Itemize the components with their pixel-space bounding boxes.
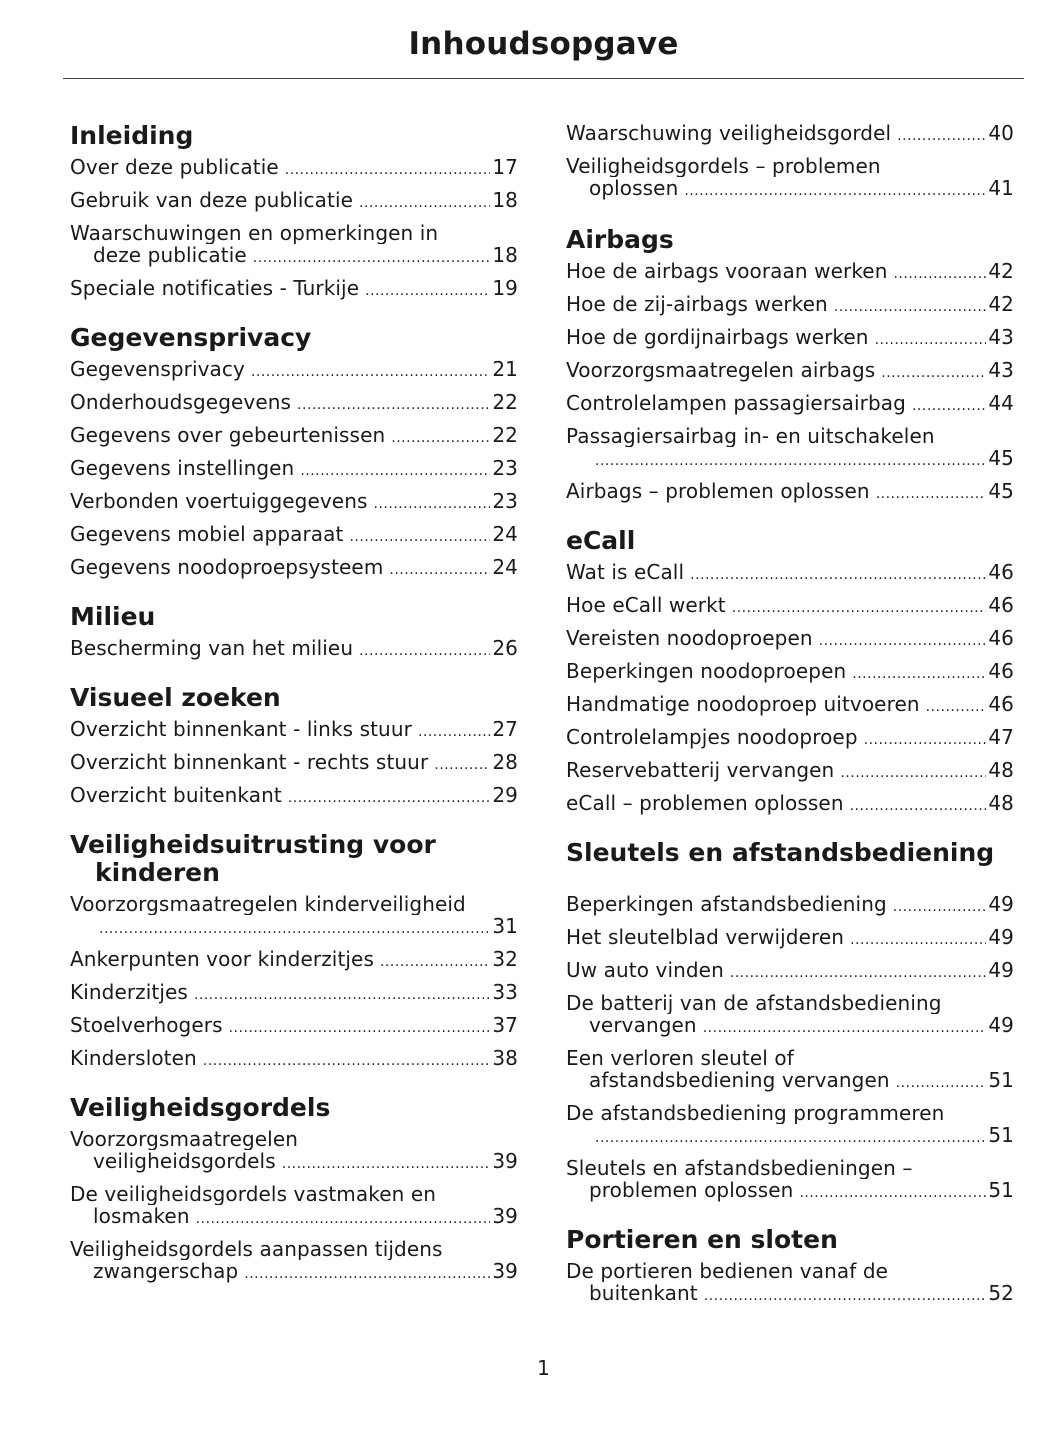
- toc-entry[interactable]: [70, 893, 518, 940]
- toc-entry[interactable]: [70, 784, 518, 809]
- dot-leader: [852, 660, 986, 685]
- entry-title: Gegevens instellingen: [70, 457, 295, 480]
- toc-entry[interactable]: [566, 293, 1014, 318]
- entry-page-number: 46: [988, 693, 1014, 716]
- entry-page-number: 48: [988, 759, 1014, 782]
- toc-right-column: [566, 122, 1014, 1329]
- dot-leader: [704, 1282, 987, 1307]
- toc-left-column: [70, 122, 518, 1307]
- entry-title: Controlelampjes noodoproep: [566, 726, 858, 749]
- title-divider: [63, 78, 1024, 79]
- entry-title: Vereisten noodoproepen: [566, 627, 813, 650]
- dot-leader: [194, 981, 490, 1006]
- toc-entry[interactable]: [70, 523, 518, 548]
- dot-leader: [595, 1124, 986, 1149]
- dot-leader: [850, 792, 987, 817]
- entry-title: Bescherming van het milieu: [70, 637, 354, 660]
- toc-entry[interactable]: [566, 660, 1014, 685]
- entry-title: oplossen: [589, 177, 679, 200]
- dot-leader: [380, 948, 490, 973]
- entry-page-number: 51: [988, 1124, 1014, 1147]
- toc-entry[interactable]: [70, 948, 518, 973]
- section-heading: Inleiding: [70, 121, 194, 150]
- entry-title: Ankerpunten voor kinderzitjes: [70, 948, 374, 971]
- section-heading: Visueel zoeken: [70, 683, 281, 712]
- toc-section-veiligheidsgordels: [70, 1094, 518, 1285]
- entry-title: Verbonden voertuiggegevens: [70, 490, 368, 513]
- entry-page-number: 24: [492, 523, 518, 546]
- entry-page-number: 39: [492, 1205, 518, 1228]
- toc-entry[interactable]: [70, 1128, 518, 1175]
- entry-page-number: 43: [988, 359, 1014, 382]
- dot-leader: [365, 277, 490, 302]
- entry-page-number: 28: [492, 751, 518, 774]
- dot-leader: [99, 915, 490, 940]
- entry-page-number: 51: [988, 1179, 1014, 1202]
- entry-page-number: 42: [988, 293, 1014, 316]
- entry-title: deze publicatie: [93, 244, 247, 267]
- entry-title: Wat is eCall: [566, 561, 685, 584]
- page-number: 1: [537, 1356, 550, 1380]
- toc-entry[interactable]: [70, 189, 518, 214]
- dot-leader: [876, 480, 987, 505]
- entry-title: Uw auto vinden: [566, 959, 724, 982]
- entry-page-number: 45: [988, 480, 1014, 503]
- toc-section-ecall: [566, 527, 1014, 817]
- dot-leader: [389, 556, 490, 581]
- entry-page-number: 23: [492, 457, 518, 480]
- toc-section-continued: [566, 122, 1014, 202]
- section-heading: Veiligheidsgordels: [70, 1093, 331, 1122]
- entry-page-number: 49: [988, 926, 1014, 949]
- entry-page-number: 19: [492, 277, 518, 300]
- entry-page-number: 39: [492, 1260, 518, 1283]
- toc-entry[interactable]: [566, 627, 1014, 652]
- toc-section-gegevensprivacy: [70, 324, 518, 581]
- entry-title: Kindersloten: [70, 1047, 197, 1070]
- entry-title: Handmatige noodoproep uitvoeren: [566, 693, 920, 716]
- entry-title: eCall – problemen oplossen: [566, 792, 844, 815]
- entry-title: Gegevens mobiel apparaat: [70, 523, 344, 546]
- entry-title: vervangen: [589, 1014, 697, 1037]
- toc-entry[interactable]: [566, 1157, 1014, 1204]
- dot-leader: [418, 718, 490, 743]
- entry-page-number: 46: [988, 561, 1014, 584]
- dot-leader: [799, 1179, 986, 1204]
- section-heading: Airbags: [566, 225, 674, 254]
- entry-title: Onderhoudsgegevens: [70, 391, 292, 414]
- dot-leader: [282, 1150, 491, 1175]
- entry-page-number: 49: [988, 1014, 1014, 1037]
- dot-leader: [893, 893, 987, 918]
- toc-entry[interactable]: [566, 1102, 1014, 1149]
- page-title: Inhoudsopgave: [408, 26, 679, 62]
- entry-page-number: 17: [492, 156, 518, 179]
- entry-title: Reservebatterij vervangen: [566, 759, 835, 782]
- toc-entry[interactable]: [566, 926, 1014, 951]
- dot-leader: [690, 561, 986, 586]
- entry-page-number: 31: [492, 915, 518, 938]
- entry-title: Gegevens over gebeurtenissen: [70, 424, 386, 447]
- toc-entry[interactable]: [70, 1183, 518, 1230]
- toc-entry[interactable]: [566, 122, 1014, 147]
- entry-title: Voorzorgsmaatregelen airbags: [566, 359, 876, 382]
- entry-title: afstandsbediening vervangen: [589, 1069, 890, 1092]
- entry-page-number: 22: [492, 424, 518, 447]
- dot-leader: [881, 359, 986, 384]
- entry-title: Hoe de zij-airbags werken: [566, 293, 828, 316]
- section-heading: Gegevensprivacy: [70, 323, 312, 352]
- entry-title: Over deze publicatie: [70, 156, 279, 179]
- entry-page-number: 47: [988, 726, 1014, 749]
- toc-section-airbags: [566, 226, 1014, 505]
- entry-title: De portieren bedienen vanaf de: [566, 1260, 889, 1282]
- dot-leader: [196, 1205, 491, 1230]
- entry-page-number: 49: [988, 893, 1014, 916]
- toc-entry[interactable]: [566, 792, 1014, 817]
- dot-leader: [374, 490, 491, 515]
- dot-leader: [349, 523, 490, 548]
- entry-title: Overzicht binnenkant - rechts stuur: [70, 751, 429, 774]
- dot-leader: [203, 1047, 491, 1072]
- dot-leader: [391, 424, 490, 449]
- toc-entry[interactable]: [70, 1238, 518, 1285]
- entry-page-number: 26: [492, 637, 518, 660]
- entry-page-number: 45: [988, 447, 1014, 470]
- entry-page-number: 46: [988, 594, 1014, 617]
- entry-title: Voorzorgsmaatregelen kinderveiligheid: [70, 893, 466, 915]
- entry-title: Hoe de gordijnairbags werken: [566, 326, 869, 349]
- entry-title: Passagiersairbag in- en uitschakelen: [566, 425, 935, 447]
- dot-leader: [864, 726, 987, 751]
- toc-section-veiligheidsuitrusting-voor-kinderen: [70, 831, 518, 1072]
- entry-page-number: 43: [988, 326, 1014, 349]
- toc-entry[interactable]: [566, 359, 1014, 384]
- entry-title: Beperkingen afstandsbediening: [566, 893, 887, 916]
- entry-page-number: 27: [492, 718, 518, 741]
- entry-page-number: 32: [492, 948, 518, 971]
- dot-leader: [595, 447, 986, 472]
- entry-page-number: 41: [988, 177, 1014, 200]
- entry-page-number: 18: [492, 189, 518, 212]
- dot-leader: [730, 959, 986, 984]
- entry-page-number: 29: [492, 784, 518, 807]
- entry-page-number: 23: [492, 490, 518, 513]
- toc-entry[interactable]: [70, 391, 518, 416]
- dot-leader: [285, 156, 491, 181]
- toc-entry[interactable]: [566, 759, 1014, 784]
- toc-section-milieu: [70, 603, 518, 662]
- entry-title: Airbags – problemen oplossen: [566, 480, 870, 503]
- toc-entry[interactable]: [566, 992, 1014, 1039]
- entry-title: Overzicht binnenkant - links stuur: [70, 718, 412, 741]
- dot-leader: [732, 594, 987, 619]
- toc-entry[interactable]: [70, 156, 518, 181]
- toc-entry[interactable]: [566, 326, 1014, 351]
- dot-leader: [912, 392, 986, 417]
- entry-page-number: 52: [988, 1282, 1014, 1305]
- dot-leader: [251, 358, 490, 383]
- toc-entry[interactable]: [566, 260, 1014, 285]
- entry-title: zwangerschap: [93, 1260, 239, 1283]
- entry-title: De batterij van de afstandsbediening: [566, 992, 942, 1014]
- entry-page-number: 40: [988, 122, 1014, 145]
- dot-leader: [926, 693, 987, 718]
- toc-section-portieren-en-sloten: [566, 1226, 1014, 1307]
- dot-leader: [703, 1014, 987, 1039]
- entry-page-number: 42: [988, 260, 1014, 283]
- toc-entry[interactable]: [566, 425, 1014, 472]
- entry-title: Overzicht buitenkant: [70, 784, 282, 807]
- entry-page-number: 21: [492, 358, 518, 381]
- entry-title: problemen oplossen: [589, 1179, 794, 1202]
- entry-page-number: 49: [988, 959, 1014, 982]
- dot-leader: [288, 784, 491, 809]
- section-heading: Milieu: [70, 602, 156, 631]
- entry-title: Gegevens noodoproepsysteem: [70, 556, 384, 579]
- dot-leader: [897, 122, 986, 147]
- entry-title: veiligheidsgordels: [93, 1150, 276, 1173]
- dot-leader: [359, 637, 490, 662]
- entry-page-number: 37: [492, 1014, 518, 1037]
- dot-leader: [253, 244, 491, 269]
- entry-title: De afstandsbediening programmeren: [566, 1102, 945, 1124]
- toc-entry[interactable]: [70, 1014, 518, 1039]
- toc-entry[interactable]: [70, 556, 518, 581]
- entry-page-number: 48: [988, 792, 1014, 815]
- toc-section-inleiding: [70, 122, 518, 302]
- entry-title: Beperkingen noodoproepen: [566, 660, 847, 683]
- toc-entry[interactable]: [566, 392, 1014, 417]
- toc-entry[interactable]: [566, 726, 1014, 751]
- toc-entry[interactable]: [70, 424, 518, 449]
- entry-page-number: 38: [492, 1047, 518, 1070]
- entry-page-number: 39: [492, 1150, 518, 1173]
- dot-leader: [229, 1014, 491, 1039]
- entry-title: Veiligheidsgordels – problemen: [566, 155, 881, 177]
- dot-leader: [819, 627, 987, 652]
- entry-title: Kinderzitjes: [70, 981, 188, 1004]
- dot-leader: [834, 293, 987, 318]
- dot-leader: [297, 391, 490, 416]
- entry-title: Speciale notificaties - Turkije: [70, 277, 360, 300]
- entry-title: Hoe eCall werkt: [566, 594, 726, 617]
- dot-leader: [875, 326, 987, 351]
- toc-section-visueel-zoeken: [70, 684, 518, 809]
- entry-title: losmaken: [93, 1205, 190, 1228]
- toc-entry[interactable]: [566, 1047, 1014, 1094]
- toc-entry[interactable]: [70, 1047, 518, 1072]
- entry-page-number: 46: [988, 660, 1014, 683]
- entry-page-number: 22: [492, 391, 518, 414]
- dot-leader: [359, 189, 490, 214]
- dot-leader: [684, 177, 986, 202]
- entry-title: Hoe de airbags vooraan werken: [566, 260, 888, 283]
- entry-title: Gebruik van deze publicatie: [70, 189, 354, 212]
- toc-entry[interactable]: [566, 1260, 1014, 1307]
- section-heading: Sleutels en afstandsbediening: [566, 838, 995, 867]
- entry-title: Veiligheidsgordels aanpassen tijdens: [70, 1238, 443, 1260]
- dot-leader: [434, 751, 490, 776]
- entry-page-number: 46: [988, 627, 1014, 650]
- toc-entry[interactable]: [566, 561, 1014, 586]
- entry-title: Voorzorgsmaatregelen: [70, 1128, 299, 1150]
- entry-title: Waarschuwingen en opmerkingen in: [70, 222, 439, 244]
- toc-entry[interactable]: [566, 594, 1014, 619]
- toc-entry[interactable]: [70, 490, 518, 515]
- entry-title: Gegevensprivacy: [70, 358, 245, 381]
- entry-title: De veiligheidsgordels vastmaken en: [70, 1183, 437, 1205]
- toc-entry[interactable]: [70, 222, 518, 269]
- toc-entry[interactable]: [566, 155, 1014, 202]
- dot-leader: [300, 457, 490, 482]
- entry-page-number: 51: [988, 1069, 1014, 1092]
- entry-title: buitenkant: [589, 1282, 698, 1305]
- toc-entry[interactable]: [70, 637, 518, 662]
- dot-leader: [893, 260, 986, 285]
- section-heading: eCall: [566, 526, 636, 555]
- toc-entry[interactable]: [566, 893, 1014, 918]
- section-heading: Portieren en sloten: [566, 1225, 838, 1254]
- toc-entry[interactable]: [566, 959, 1014, 984]
- entry-page-number: 18: [492, 244, 518, 267]
- toc-entry[interactable]: [70, 718, 518, 743]
- entry-page-number: 44: [988, 392, 1014, 415]
- toc-entry[interactable]: [566, 693, 1014, 718]
- entry-page-number: 24: [492, 556, 518, 579]
- section-heading: Veiligheidsuitrusting voor kinderen: [70, 830, 436, 887]
- entry-title: Een verloren sleutel of: [566, 1047, 794, 1069]
- toc-section-sleutels-en-afstandsbediening: [566, 839, 1014, 1204]
- toc-entry[interactable]: [70, 751, 518, 776]
- toc-entry[interactable]: [70, 981, 518, 1006]
- dot-leader: [896, 1069, 987, 1094]
- entry-title: Stoelverhogers: [70, 1014, 223, 1037]
- toc-entry[interactable]: [566, 480, 1014, 505]
- toc-entry[interactable]: [70, 457, 518, 482]
- dot-leader: [840, 759, 986, 784]
- toc-entry[interactable]: [70, 277, 518, 302]
- dot-leader: [244, 1260, 490, 1285]
- entry-title: Het sleutelblad verwijderen: [566, 926, 845, 949]
- dot-leader: [850, 926, 986, 951]
- toc-entry[interactable]: [70, 358, 518, 383]
- entry-title: Controlelampen passagiersairbag: [566, 392, 906, 415]
- entry-page-number: 33: [492, 981, 518, 1004]
- entry-title: Waarschuwing veiligheidsgordel: [566, 122, 892, 145]
- entry-title: Sleutels en afstandsbedieningen –: [566, 1157, 913, 1179]
